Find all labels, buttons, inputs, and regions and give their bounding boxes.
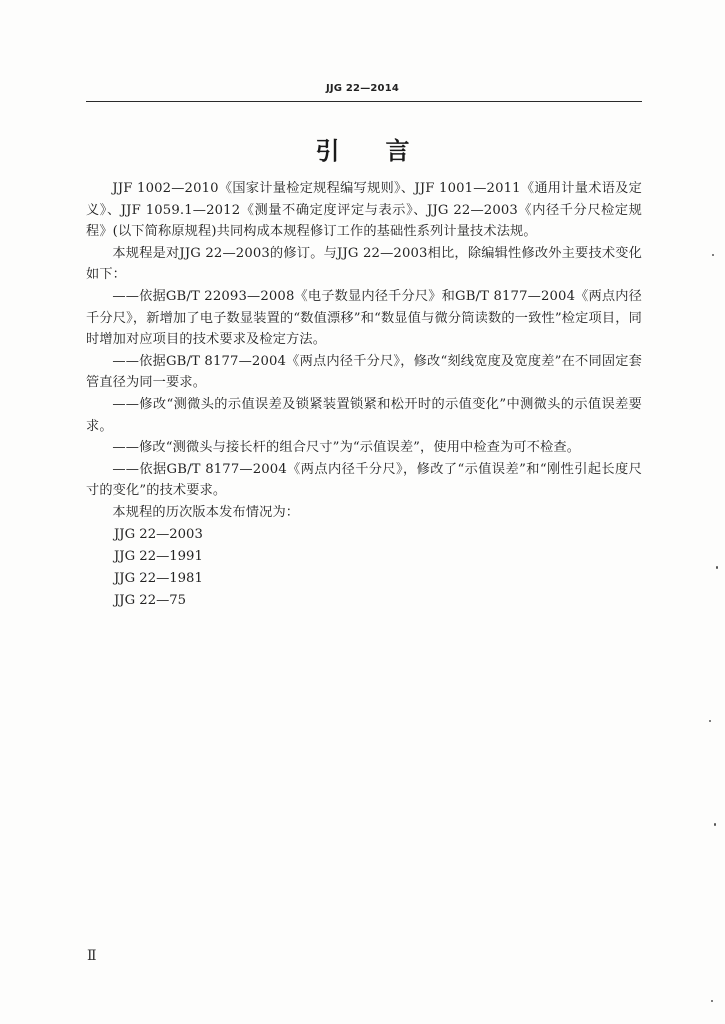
version-history-item: JJG 22—2003 bbox=[114, 526, 203, 542]
paragraph-change-4: ——修改“测微头与接长杆的组合尺寸”为“示值误差”，使用中检查为可不检查。 bbox=[112, 440, 581, 456]
version-history-list bbox=[86, 524, 642, 612]
document-body bbox=[86, 178, 642, 612]
scan-speck bbox=[711, 1000, 713, 1002]
title-char-1: 引 bbox=[315, 137, 340, 165]
header-rule bbox=[86, 101, 642, 102]
paragraph-change-5: ——依据GB/T 8177—2004《两点内径千分尺》，修改了“示值误差”和“刚性引起长度尺寸的变化”的技术要求。 bbox=[86, 461, 642, 499]
paragraph-change-1: ——依据GB/T 22093—2008《电子数显内径千分尺》和GB/T 8177—2004《两点内径千分尺》，新增加了电子数显装置的“数值漂移”和“数显值与微分筒读数的一致性”检定项目，同时增加对应项目的技术要求及检定方法。 bbox=[86, 288, 642, 348]
paragraph-change-3: ——修改“测微头的示值误差及锁紧装置锁紧和松开时的示值变化”中测微头的示值误差要求。 bbox=[86, 396, 642, 434]
scan-speck bbox=[712, 254, 714, 256]
document-code-header: JJG 22—2014 bbox=[325, 83, 400, 94]
version-history-item: JJG 22—1991 bbox=[114, 548, 203, 564]
page-number: Ⅱ bbox=[87, 948, 97, 964]
version-history-item: JJG 22—75 bbox=[114, 592, 187, 608]
paragraph-revision-intro: 本规程是对JJG 22—2003的修订。与JJG 22—2003相比，除编辑性修改外主要技术变化如下： bbox=[86, 245, 642, 283]
scan-speck bbox=[716, 566, 718, 569]
scan-speck bbox=[714, 823, 716, 826]
paragraph-references: JJF 1002—2010《国家计量检定规程编写规则》、JJF 1001—2011《通用计量术语及定义》、JJF 1059.1—2012《测量不确定度评定与表示》、JJG 22—2003《内径千分尺检定规程》(以下简称原规程)共同构成本规程修订工作的基础性系列计量技术法规。 bbox=[86, 181, 642, 240]
paragraph-change-2: ——依据GB/T 8177—2004《两点内径千分尺》，修改“刻线宽度及宽度差”在不同固定套管直径为同一要求。 bbox=[86, 353, 642, 391]
version-history-item: JJG 22—1981 bbox=[114, 570, 203, 586]
scan-speck bbox=[709, 720, 711, 722]
paragraph-history-intro: 本规程的历次版本发布情况为： bbox=[112, 504, 300, 520]
section-title bbox=[0, 131, 725, 166]
title-char-2: 言 bbox=[385, 137, 410, 165]
